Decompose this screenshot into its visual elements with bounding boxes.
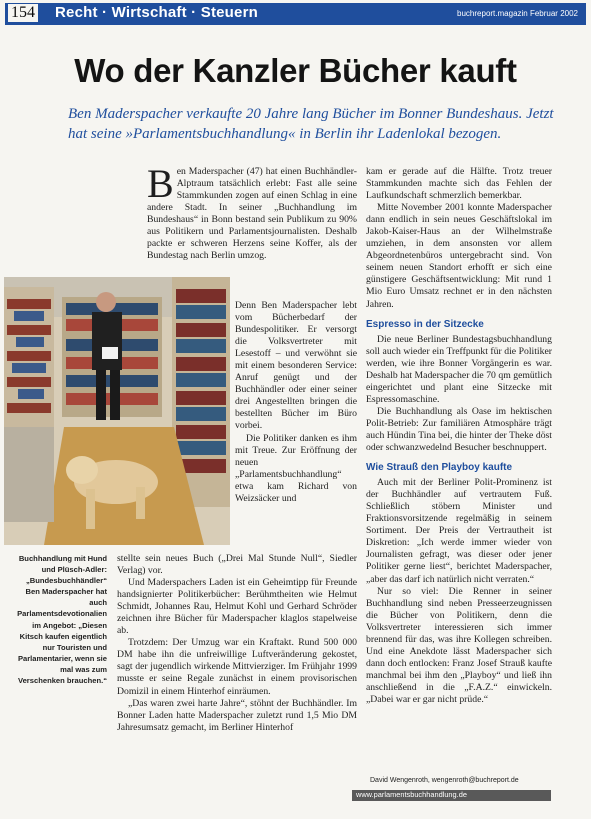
- paragraph: Auch mit der Berliner Polit-Prominenz ist der Buchhändler auf vertrautem Fuß. Schließlich stöbern Minister und Fraktionsvorsitzende regelmäßig in seinem Sortiment. Der Preis der Vertrautheit ist Diskretion: „Ich werde immer wieder von Journalisten gefragt, was dieser oder jener Politiker gerne liest“, berichtet Maderspacher, „aber das darf ich natürlich nicht verraten.“: [366, 477, 552, 585]
- paragraph: Und Maderspachers Laden ist ein Geheimtipp für Freunde handsignierter Politikerbücher: Berühmtheiten wie Helmut Schmidt, Johannes Rau, Helmut Kohl und Gerhard Schröder zeichnen ihre Bücher für Maderspacher klaglos stapelweise ab.: [117, 577, 357, 637]
- paragraph: „Das waren zwei harte Jahre“, stöhnt der Buchhändler. Im Bonner Laden hatte Maderspacher zuletzt rund 1,5 Mio DM Jahresumsatz gemacht, im Berliner Hinterhof: [117, 697, 357, 733]
- paragraph: Die Politiker danken es ihm mit Treue. Zur Eröffnung der neuen „Parlamentsbuchhandlung“ etwa kam Richard von Weizsäcker und: [235, 432, 357, 504]
- photo-caption: Buchhandlung mit Hund und Plüsch-Adler: „Bundesbuchhändler“ Ben Maderspacher hat auch Parlamentsdevotionalien im Angebot: „Diesen Kitsch kaufen eigentlich nur Touristen und Parlamentarier, wenn sie mal was zum Verschenken brauchen.“: [17, 554, 107, 686]
- paragraph: Trotzdem: Der Umzug war ein Kraftakt. Rund 500 000 DM habe ihn die unfreiwillige Luftveränderung gekostet, sagt der jugendlich wirkende Mittvierziger. Im Frühjahr 1999 musste er seine Regale zunächst in einem provisorischen Domizil in einem Hinterhof einräumen.: [117, 637, 357, 697]
- website-link[interactable]: www.parlamentsbuchhandlung.de: [356, 790, 467, 799]
- dropcap: B: [147, 161, 174, 206]
- paragraph: Nur so viel: Die Renner in seiner Buchhandlung sind neben Presseerzeugnissen die Bücher von Politikern, denn die Volksvertreter interessieren sich immer brennend für das, was ihre Kollegen schreiben. Und eine Anekdote lässt Maderspacher sich dann doch entlocken: Franz Josef Strauß kaufte manchmal bei ihm den „Playboy“ und ließ ihn anschließend in die „F.A.Z.“ einwickeln. „Dabei war er gar nicht prüde.“: [366, 585, 552, 705]
- paragraph: Denn Ben Maderspacher lebt vom Bücherbedarf der Bundespolitiker. Er versorgt die Volksvertreter mit Lesestoff – und verwöhnt sie mit einem besonderen Service: Anruf genügt und der Buchhändler oder einer seiner drei Angestellten bringen die bestellten Bücher im Büro vorbei.: [235, 300, 357, 432]
- footer-link-bar[interactable]: [352, 790, 551, 801]
- bookstore-photo-illustration: [4, 277, 230, 545]
- page-number: 154: [8, 4, 38, 22]
- paragraph: stellte sein neues Buch („Drei Mal Stunde Null“, Siedler Verlag) vor.: [117, 553, 357, 577]
- bookstore-photo: [4, 277, 230, 545]
- column-2-narrow: [235, 300, 357, 505]
- section-title: Recht · Wirtschaft · Steuern: [55, 4, 258, 21]
- paragraph: Die Buchhandlung als Oase im hektischen Polit-Betrieb: Zur familiären Atmosphäre trägt auch Hündin Tina bei, die hinter der Theke döst oder schwanzwedelnd Besucher beschnuppert.: [366, 405, 552, 454]
- publication-line: buchreport.magazin Februar 2002: [457, 9, 578, 18]
- column-2-bottom: [117, 553, 357, 734]
- paragraph: Mitte November 2001 konnte Maderspacher dann endlich in sein neues Geschäftslokal im Jakob-Kaiser-Haus an der Wilhelmstraße umziehen, in dem ansonsten vor allem Abgeordnetenbüros untergebracht sind. Von seinem neuen Standort erhofft er sich eine günstigere Geschäftsentwicklung: Mit rund 1 Mio Euro Umsatz rechnet er in den nächsten Jahren.: [366, 202, 552, 310]
- column-2-top: [147, 161, 357, 262]
- paragraph: kam er gerade auf die Hälfte. Trotz treuer Stammkunden machte sich das Fehlen der Laufkundschaft schmerzlich bemerkbar.: [366, 166, 552, 202]
- section-header-bar: [5, 3, 586, 25]
- article-headline: Wo der Kanzler Bücher kauft: [74, 52, 517, 89]
- subheading-espresso: Espresso in der Sitzecke: [366, 318, 484, 330]
- column-3: [366, 166, 552, 706]
- author-credit: David Wengenroth, wengenroth@buchreport.de: [370, 777, 519, 784]
- paragraph: Die neue Berliner Bundestagsbuchhandlung soll auch wieder ein Treffpunkt für die Politiker werden, wie ihre Bonner Vorgängerin es war. Deshalb hat Maderspacher die 70 qm gemütlich eingerichtet und plant eine Sitzecke mit Espressomaschine.: [366, 333, 552, 405]
- article-lede: Ben Maderspacher verkaufte 20 Jahre lang Bücher im Bonner Bundeshaus. Jetzt hat seine »Parlamentsbuchhandlung« in Berlin ihr Ladenlokal bezogen.: [68, 106, 554, 142]
- subheading-playboy: Wie Strauß den Playboy kaufte: [366, 462, 513, 474]
- intro-paragraph: en Maderspacher (47) hat einen Buchhändler-Alptraum tatsächlich erlebt: Fast alle seine Stammkunden zogen auf einen Schlag in eine andere Stadt. In seiner „Buchhandlung im Bundeshaus“ in Bonn bestand sein Publikum zu 90% aus Politikern und Parlamentsjournalisten. Deshalb packte er schweren Herzens seine Koffer, als der Bundestag nach Berlin umzog.: [147, 166, 357, 262]
